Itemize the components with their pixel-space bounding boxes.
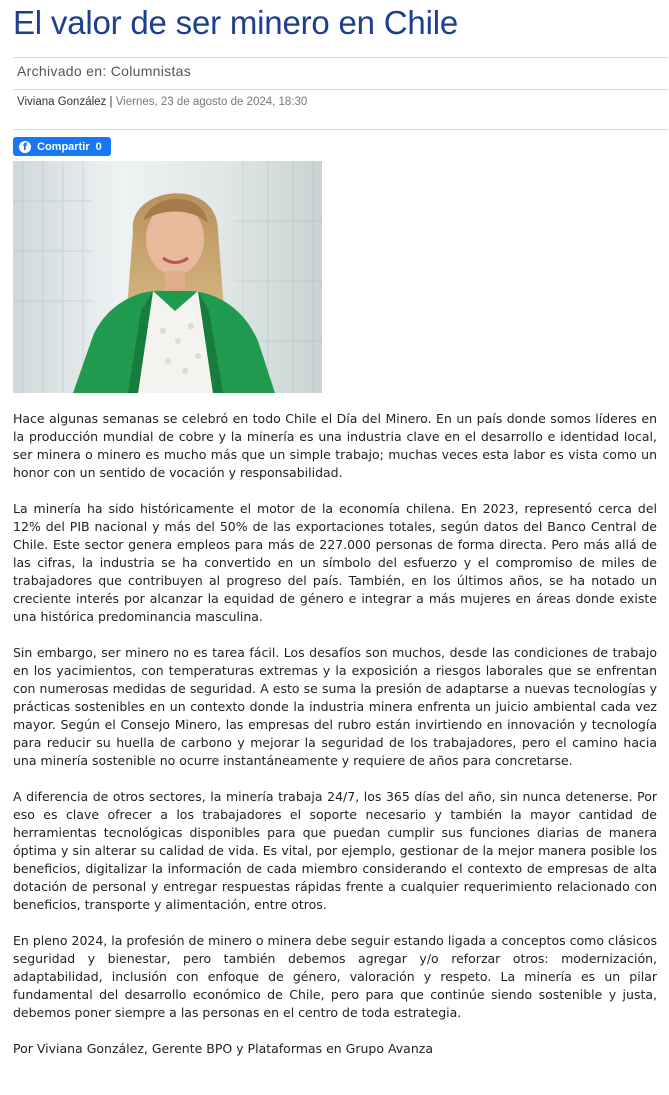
publish-date: Viernes, 23 de agosto de 2024, 18:30 — [115, 96, 308, 108]
facebook-icon: f — [19, 141, 31, 153]
archive-category[interactable]: Archivado en: Columnistas — [17, 63, 192, 79]
divider-bottom — [13, 129, 668, 130]
author-signature: Por Viviana González, Gerente BPO y Plataformas en Grupo Avanza — [13, 1041, 433, 1056]
byline — [17, 96, 307, 108]
paragraph: En pleno 2024, la profesión de minero o minera debe seguir estando ligada a conceptos como clásicos seguridad y bienestar, pero también debemos agregar y/o reforzar otros: modernización, adaptabilidad, inclusión con enfoque de género, valoración y respeto. La minería es un pilar fundamental del desarrollo económico de Chile, pero para que continúe siendo sostenible y justa, debemos poner siempre a las personas en el centro de toda estrategia. — [13, 933, 657, 1020]
byline-separator: | — [109, 96, 113, 108]
paragraph: Sin embargo, ser minero no es tarea fácil. Los desafíos son muchos, desde las condiciones de trabajo en los yacimientos, con temperaturas extremas y la exposición a riesgos laborales que se enfrentan con numerosas medidas de seguridad. A esto se suma la presión de adaptarse a nuevas tecnologías y prácticas sostenibles en un contexto donde la industria minera enfrenta un juicio ambiental cada vez mayor. Según el Consejo Minero, las empresas del rubro están invirtiendo en innovación y tecnología para reducir su huella de carbono y mejorar la seguridad de los trabajadores, pero el camino hacia una minería sostenible no ocurre instantáneamente y requiere de años para concretarse. — [13, 645, 657, 768]
paragraph: La minería ha sido históricamente el motor de la economía chilena. En 2023, representó cerca del 12% del PIB nacional y más del 50% de las exportaciones totales, según datos del Banco Central de Chile. Este sector genera empleos para más de 227.000 personas de forma directa. Pero más allá de las cifras, la industria se ha convertido en un símbolo del esfuerzo y el compromiso de miles de trabajadores que contribuyen al progreso del país. También, en los últimos años, se ha notado un creciente interés por alcanzar la equidad de género e integrar a más mujeres en áreas donde existe una histórica predominancia masculina. — [13, 501, 657, 624]
author-name[interactable]: Viviana González — [17, 96, 107, 108]
paragraph: Hace algunas semanas se celebró en todo Chile el Día del Minero. En un país donde somos líderes en la producción mundial de cobre y la minería es una industria clave en el desarrollo e identidad local, ser minera o minero es mucho más que un simple trabajo; muchas veces esta labor es vista como un honor con un sentido de vocación y responsabilidad. — [13, 411, 657, 480]
share-count: 0 — [95, 140, 102, 153]
divider-middle — [13, 89, 668, 90]
facebook-share-button[interactable] — [13, 137, 111, 156]
author-portrait — [13, 161, 322, 393]
divider-top — [13, 57, 668, 58]
paragraph: A diferencia de otros sectores, la minería trabaja 24/7, los 365 días del año, sin nunca detenerse. Por eso es clave ofrecer a los trabajadores el soporte necesario y también la mayor cantidad de herramientas tecnológicas disponibles para que puedan cumplir sus funciones diarias de manera óptima y sin alterar su calidad de vida. Es vital, por ejemplo, gestionar de la mejor manera posible los beneficios, digitalizar la información de cada miembro considerando el contexto de empresas de alta dotación de personal y entregar respuestas rápidas frente a cualquier requerimiento relacionado con beneficios, transporte y alimentación, entre otros. — [13, 789, 657, 912]
article-title: El valor de ser minero en Chile — [13, 4, 459, 41]
share-label: Compartir — [37, 140, 90, 153]
author-photo — [13, 161, 322, 393]
article-body — [13, 410, 657, 1076]
